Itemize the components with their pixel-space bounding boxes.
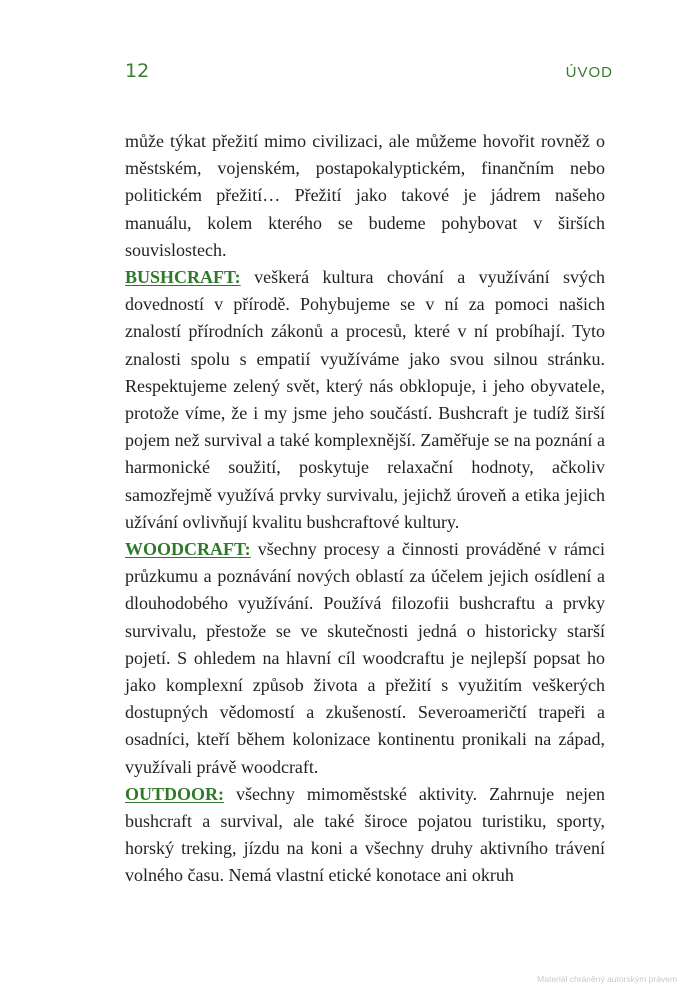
definition-text: všechny procesy a činnosti prováděné v rámci průzkumu a poznávání nových oblastí za účelem jejich osídlení a dlouhodobého využívání. Používá filozofii bushcraftu a prvky survivalu, přestože se ve skutečnosti jedná o historicky starší pojetí. S ohledem na hlavní cíl woodcraftu je nejlepší popsat ho jako komplexní způsob života a přežití s využitím veškerých dostupných vědomostí a zkušeností. Severoameričtí trapeři a osadníci, kteří během kolonizace kontinentu pronikali na západ, využívali právě woodcraft. (125, 539, 605, 777)
body-text (125, 128, 605, 890)
section-title: ÚVOD (565, 64, 613, 81)
definition-text: veškerá kultura chování a využívání svých dovedností v přírodě. Pohybujeme se v ní za pomoci našich znalostí přírodních zákonů a procesů, které v ní probíhají. Tyto znalosti spolu s empatií využíváme jako svou silnou stránku. Respektujeme zelený svět, který nás obklopuje, i jeho obyvatele, protože víme, že i my jsme jeho součástí. Bushcraft je tudíž širší pojem než survival a také komplexnější. Zaměřuje se na poznání a harmonické soužití, poskytuje relaxační hodnoty, ačkoliv samozřejmě využívá prvky survivalu, jejichž úroveň a etika jejich užívání ovlivňují kvalitu bushcraftové kultury. (125, 267, 605, 532)
intro-paragraph: může týkat přežití mimo civilizaci, ale můžeme hovořit rovněž o městském, vojenském, postapokalyptickém, finančním nebo politickém přežití… Přežití jako takové je jádrem našeho manuálu, kolem kterého se budeme pohybovat v širších souvislostech. (125, 131, 605, 260)
page-number: 12 (125, 60, 150, 82)
copyright-watermark: Materiál chráněný autorským právem (537, 974, 677, 984)
term-woodcraft: WOODCRAFT: (125, 539, 251, 560)
definition-bushcraft (125, 264, 605, 536)
term-bushcraft: BUSHCRAFT: (125, 267, 241, 288)
term-outdoor: OUTDOOR: (125, 783, 224, 804)
definition-outdoor (125, 781, 605, 890)
definition-text: všechny mimoměstské aktivity. Zahrnuje nejen bushcraft a survival, ale také široce pojatou turistiku, sporty, horský treking, jízdu na koni a všechny druhy aktivního trávení volného času. Nemá vlastní etické konotace ani okruh (125, 783, 605, 886)
definition-woodcraft (125, 536, 605, 781)
